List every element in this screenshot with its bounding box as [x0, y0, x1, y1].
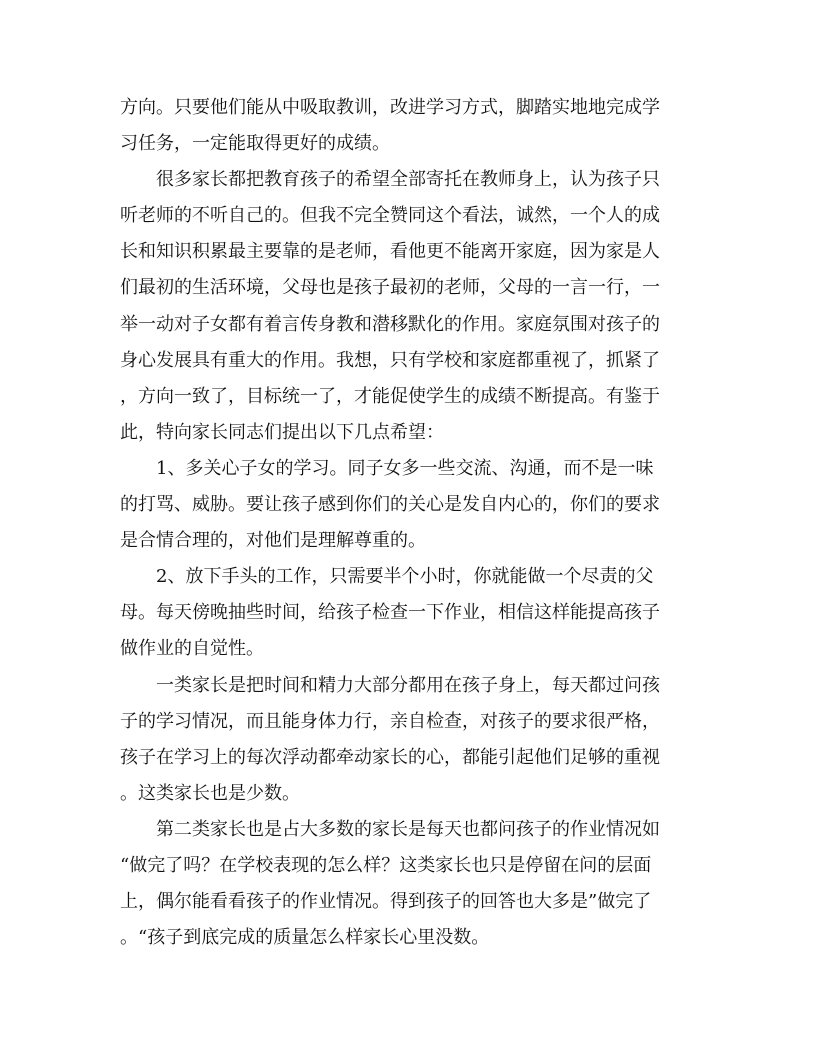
- text-line: 第二类家长也是占大多数的家长是每天也都问孩子的作业情况如: [120, 818, 660, 840]
- text-line: 一类家长是把时间和精力大部分都用在孩子身上，每天都过问孩: [120, 674, 660, 696]
- text-line: 上，偶尔能看看孩子的作业情况。得到孩子的回答也大多是”做完了: [120, 891, 652, 913]
- text-line: 是合情合理的，对他们是理解尊重的。: [120, 530, 426, 552]
- text-line: 母。每天傍晚抽些时间，给孩子检查一下作业，相信这样能提高孩子: [120, 602, 660, 624]
- body-text: [120, 90, 690, 956]
- text-line: 习任务，一定能取得更好的成绩。: [120, 133, 390, 155]
- text-line: 的打骂、威胁。要让孩子感到你们的关心是发自内心的，你们的要求: [120, 494, 660, 516]
- text-line: 1、多关心子女的学习。同子女多一些交流、沟通，而不是一味: [120, 457, 654, 479]
- text-line: 很多家长都把教育孩子的希望全部寄托在教师身上，认为孩子只: [120, 169, 660, 191]
- text-line: 长和知识积累最主要靠的是老师，看他更不能离开家庭，因为家是人: [120, 241, 660, 263]
- text-line: 身心发展具有重大的作用。我想，只有学校和家庭都重视了，抓紧了: [120, 349, 660, 371]
- text-line: 孩子在学习上的每次浮动都牵动家长的心，都能引起他们足够的重视: [120, 746, 660, 768]
- text-line: ，方向一致了，目标统一了，才能促使学生的成绩不断提高。有鉴于: [120, 385, 660, 407]
- text-line: 们最初的生活环境，父母也是孩子最初的老师，父母的一言一行，一: [120, 277, 660, 299]
- text-line: 举一动对子女都有着言传身教和潜移默化的作用。家庭氛围对孩子的: [120, 313, 660, 335]
- text-line: 子的学习情况，而且能身体力行，亲自检查，对孩子的要求很严格，: [120, 710, 660, 732]
- text-line: 。“孩子到底完成的质量怎么样家长心里没数。: [120, 927, 490, 949]
- text-line: 此，特向家长同志们提出以下几点希望：: [120, 421, 444, 443]
- text-line: 方向。只要他们能从中吸取教训，改进学习方式，脚踏实地地完成学: [120, 97, 660, 118]
- text-line: 。这类家长也是少数。: [120, 782, 300, 804]
- text-line: 做作业的自觉性。: [120, 638, 264, 660]
- text-line: “做完了吗？在学校表现的怎么样？这类家长也只是停留在问的层面: [120, 854, 652, 876]
- text-line: 2、放下手头的工作，只需要半个小时，你就能做一个尽责的父: [120, 566, 654, 588]
- text-line: 听老师的不听自己的。但我不完全赞同这个看法，诚然，一个人的成: [120, 205, 660, 227]
